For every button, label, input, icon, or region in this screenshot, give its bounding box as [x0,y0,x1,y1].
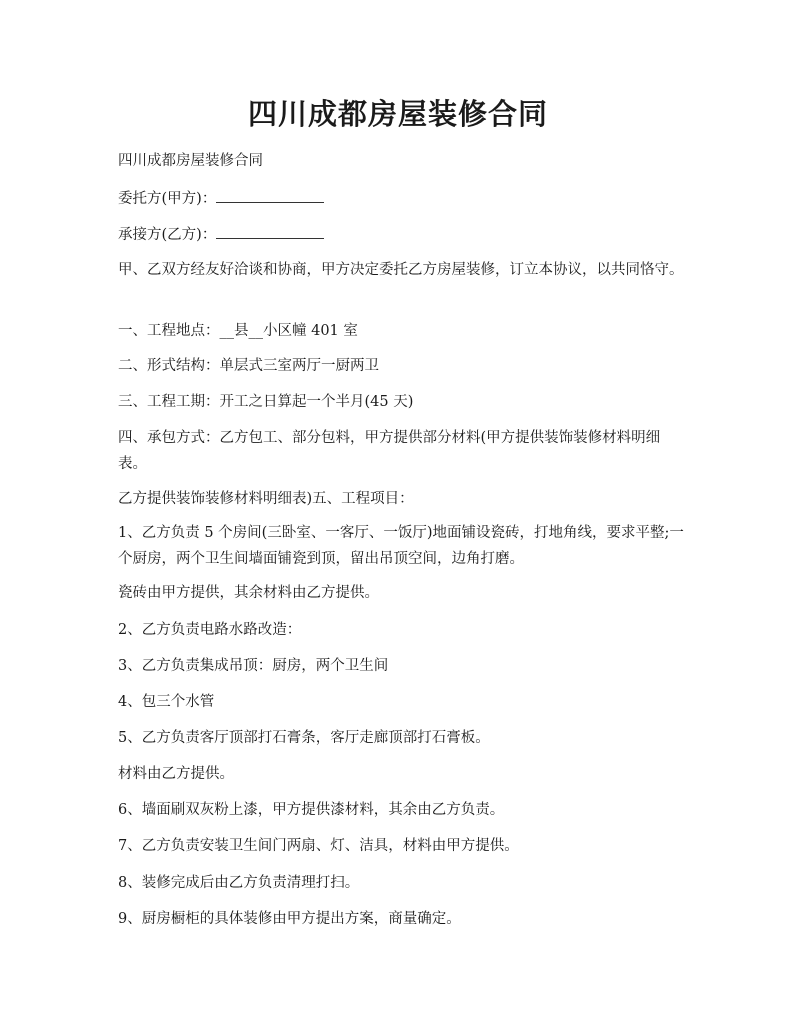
paragraph-item-1: 1、乙方负责 5 个房间(三卧室、一客厅、一饭厅)地面铺设瓷砖，打地角线，要求平整;一个厨房，两个卫生间墙面铺瓷到顶，留出吊顶空间，边角打磨。 [118,525,684,567]
paragraph-item-2: 2、乙方负责电路水路改造： [118,622,302,638]
party-b-blank [216,224,324,239]
paragraph-structure: 二、形式结构：单层式三室两厅一厨两卫 [118,358,379,374]
paragraph-item-5: 5、乙方负责客厅顶部打石膏条，客厅走廊顶部打石膏板。 [118,730,490,746]
party-b-line [118,222,688,248]
paragraph-intro: 甲、乙双方经友好洽谈和协商，甲方决定委托乙方房屋装修，订立本协议，以共同恪守。 [118,262,684,278]
paragraph-location: 一、工程地点：__县__小区幢 401 室 [118,323,358,339]
paragraph-item-3: 3、乙方负责集成吊顶：厨房，两个卫生间 [118,658,389,674]
paragraph-item-7: 7、乙方负责安装卫生间门两扇、灯、洁具，材料由甲方提供。 [118,838,519,854]
paragraph-materials-b: 材料由乙方提供。 [118,766,234,782]
party-a-blank [216,188,324,203]
paragraph-item-8: 8、装修完成后由乙方负责清理打扫。 [118,875,360,891]
subtitle: 四川成都房屋装修合同 [118,153,263,169]
paragraph-contract-mode: 四、承包方式：乙方包工、部分包料，甲方提供部分材料(甲方提供装饰装修材料明细表。 [118,430,661,472]
paragraph-item-4: 4、包三个水管 [118,694,215,710]
paragraph-tile-supply: 瓷砖由甲方提供，其余材料由乙方提供。 [118,585,379,601]
paragraph-item-6: 6、墙面刷双灰粉上漆，甲方提供漆材料，其余由乙方负责。 [118,802,505,818]
paragraph-item-9: 9、厨房橱柜的具体装修由甲方提出方案，商量确定。 [118,911,461,927]
party-a-line [118,186,688,212]
party-a-label: 委托方(甲方)： [118,191,217,207]
party-b-label: 承接方(乙方)： [118,227,217,243]
document-title: 四川成都房屋装修合同 [247,97,548,131]
paragraph-materials-list: 乙方提供装饰装修材料明细表)五、工程项目： [118,491,414,507]
paragraph-duration: 三、工程工期：开工之日算起一个半月(45 天) [118,394,414,410]
